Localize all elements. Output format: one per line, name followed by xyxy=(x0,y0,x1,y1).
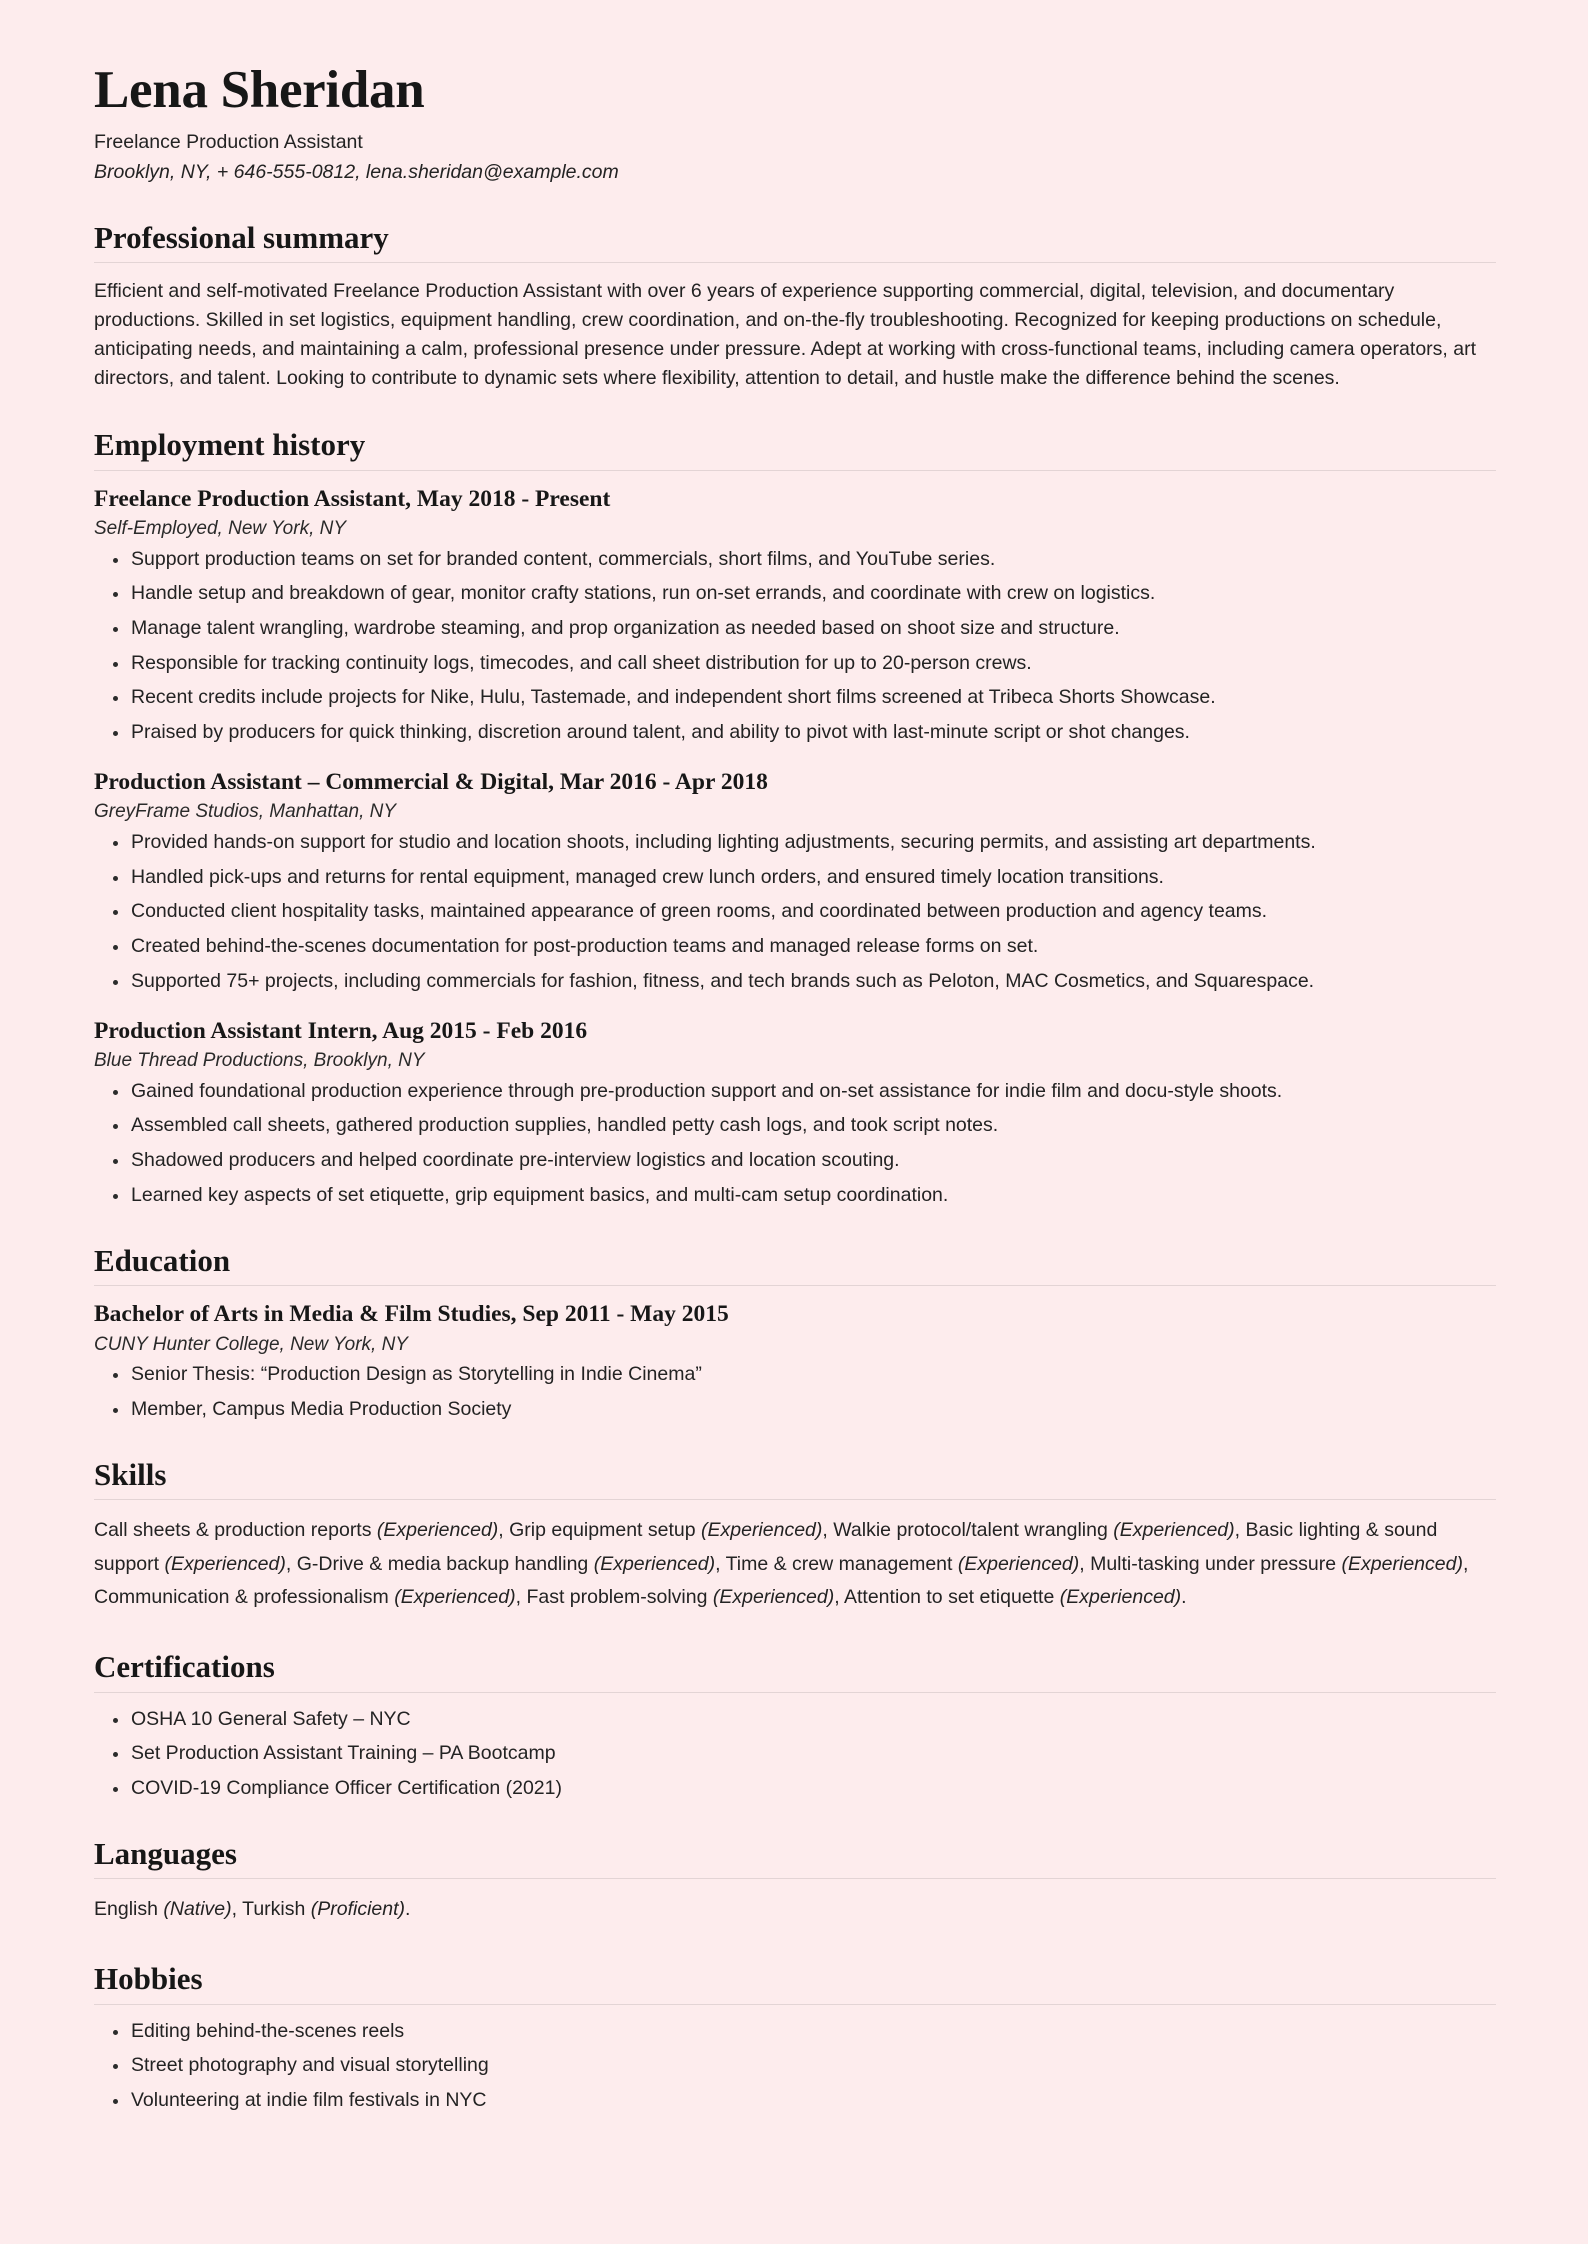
list-item: Handled pick-ups and returns for rental equipment, managed crew lunch orders, and ensured timely location transitions. xyxy=(94,865,1496,891)
skill-level: (Experienced) xyxy=(1113,1519,1235,1542)
entry-bullet-list xyxy=(94,1079,1496,1209)
language-separator: , xyxy=(231,1898,243,1921)
entry-bullet-list xyxy=(94,547,1496,746)
list-item: Manage talent wrangling, wardrobe steaming, and prop organization as needed based on shoot size and structure. xyxy=(94,616,1496,642)
entry-title: Production Assistant – Commercial & Digital, Mar 2016 - Apr 2018 xyxy=(94,768,768,795)
skill-item: G-Drive & media backup handling (Experienced) xyxy=(296,1552,716,1575)
skill-level: (Experienced) xyxy=(593,1552,716,1575)
list-item: Volunteering at indie film festivals in NYC xyxy=(94,2088,1496,2114)
section-title-employment-history: Employment history xyxy=(94,426,366,462)
skill-level: (Experienced) xyxy=(394,1586,516,1609)
professional-summary-text: Efficient and self-motivated Freelance Production Assistant with over 6 years of experience supporting commercial, digital, television, and documentary productions. Skilled in set logistics, equipment handling, crew coordination, and on-the-fly troubleshooting. Recognized for keeping productions on schedule, anticipating needs, and maintaining a calm, professional presence under pressure. Adept at working with cross-functional teams, including camera operators, art directors, and talent. Looking to contribute to dynamic sets where flexibility, attention to detail, and hustle make the difference behind the scenes. xyxy=(94,280,1476,390)
list-item: Supported 75+ projects, including commercials for fashion, fitness, and tech brands such as Peloton, MAC Cosmetics, and Squarespace. xyxy=(94,969,1496,995)
hobbies-list xyxy=(94,2019,1496,2114)
entry-title: Production Assistant Intern, Aug 2015 - Feb 2016 xyxy=(94,1017,588,1044)
section-hobbies xyxy=(94,1961,1496,2114)
list-item: COVID-19 Compliance Officer Certification (2021) xyxy=(94,1776,1496,1802)
candidate-job-title: Freelance Production Assistant xyxy=(94,131,363,154)
section-divider xyxy=(94,2004,1496,2005)
section-employment-history xyxy=(94,427,1496,1209)
section-certifications xyxy=(94,1649,1496,1802)
language-level: (Native) xyxy=(163,1898,232,1921)
skill-separator: . xyxy=(1181,1586,1187,1609)
entry-organization: Blue Thread Productions, Brooklyn, NY xyxy=(94,1050,425,1071)
skill-item: Multi-tasking under pressure (Experienced) xyxy=(1090,1552,1463,1575)
section-divider xyxy=(94,1692,1496,1693)
skill-level: (Experienced) xyxy=(701,1519,823,1542)
list-item: Gained foundational production experience through pre-production support and on-set assistance for indie film and docu-style shoots. xyxy=(94,1079,1496,1105)
list-item: Senior Thesis: “Production Design as Storytelling in Indie Cinema” xyxy=(94,1362,1496,1388)
skill-separator: , xyxy=(1079,1552,1091,1575)
skill-level: (Experienced) xyxy=(712,1586,835,1609)
entry-organization: CUNY Hunter College, New York, NY xyxy=(94,1333,408,1355)
section-title-hobbies: Hobbies xyxy=(94,1960,203,1996)
list-item: Assembled call sheets, gathered production supplies, handled petty cash logs, and took script notes. xyxy=(94,1113,1496,1139)
list-item: Recent credits include projects for Nike, Hulu, Tastemade, and independent short films screened at Tribeca Shorts Showcase. xyxy=(94,685,1496,711)
section-divider xyxy=(94,1285,1496,1286)
section-title-certifications: Certifications xyxy=(94,1648,275,1684)
skill-level: (Experienced) xyxy=(1341,1552,1463,1575)
skill-separator: , xyxy=(498,1519,510,1542)
skill-separator: , xyxy=(834,1586,844,1609)
skill-item: Basic lighting & sound support (Experienced) xyxy=(94,1519,1438,1575)
entry-bullet-list xyxy=(94,1362,1496,1422)
list-item: Street photography and visual storytelling xyxy=(94,2053,1496,2079)
list-item: Responsible for tracking continuity logs, timecodes, and call sheet distribution for up to 20-person crews. xyxy=(94,651,1496,677)
skill-separator: , xyxy=(715,1552,726,1575)
skill-separator: , xyxy=(1462,1552,1469,1575)
experience-entry xyxy=(94,768,1496,995)
list-item: Praised by producers for quick thinking, discretion around talent, and ability to pivot with last-minute script or shot changes. xyxy=(94,720,1496,746)
section-skills xyxy=(94,1457,1496,1615)
section-divider xyxy=(94,470,1496,471)
entry-organization: Self-Employed, New York, NY xyxy=(94,517,347,539)
skill-item: Attention to set etiquette (Experienced) xyxy=(844,1586,1182,1609)
skill-item: Fast problem-solving (Experienced) xyxy=(526,1586,835,1609)
experience-entry xyxy=(94,1300,1496,1422)
section-title-skills: Skills xyxy=(94,1456,167,1492)
candidate-contact-line: Brooklyn, NY, + 646-555-0812, lena.sheridan@example.com xyxy=(94,161,619,184)
experience-entry xyxy=(94,1017,1496,1209)
entry-title: Bachelor of Arts in Media & Film Studies, Sep 2011 - May 2015 xyxy=(94,1301,729,1328)
skill-separator: , xyxy=(1234,1519,1246,1542)
section-title-languages: Languages xyxy=(94,1835,237,1871)
list-item: Set Production Assistant Training – PA Bootcamp xyxy=(94,1741,1496,1767)
list-item: Created behind-the-scenes documentation for post-production teams and managed release forms on set. xyxy=(94,934,1496,960)
section-divider xyxy=(94,262,1496,263)
section-education xyxy=(94,1243,1496,1423)
list-item: Support production teams on set for branded content, commercials, short films, and YouTube series. xyxy=(94,547,1496,573)
employment-entry-list xyxy=(94,485,1496,1209)
list-item: Editing behind-the-scenes reels xyxy=(94,2019,1496,2045)
list-item: Shadowed producers and helped coordinate pre-interview logistics and location scouting. xyxy=(94,1148,1496,1174)
education-entry-list xyxy=(94,1300,1496,1422)
skill-item: Call sheets & production reports (Experienced) xyxy=(94,1519,499,1542)
list-item: Provided hands-on support for studio and location shoots, including lighting adjustments, securing permits, and assisting art departments. xyxy=(94,830,1496,856)
skill-item: Grip equipment setup (Experienced) xyxy=(509,1519,823,1542)
section-title-professional-summary: Professional summary xyxy=(94,219,389,255)
section-professional-summary xyxy=(94,220,1496,393)
section-divider xyxy=(94,1499,1496,1500)
list-item: Member, Campus Media Production Society xyxy=(94,1397,1496,1423)
language-item: Turkish (Proficient) xyxy=(242,1898,406,1921)
candidate-name: Lena Sheridan xyxy=(94,61,425,119)
experience-entry xyxy=(94,485,1496,746)
skill-level: (Experienced) xyxy=(376,1519,499,1542)
skills-list xyxy=(94,1514,1496,1615)
entry-organization: GreyFrame Studios, Manhattan, NY xyxy=(94,801,397,823)
skill-item: Walkie protocol/talent wrangling (Experienced) xyxy=(833,1519,1235,1542)
certifications-list xyxy=(94,1707,1496,1802)
skill-level: (Experienced) xyxy=(164,1552,286,1575)
section-title-education: Education xyxy=(94,1242,231,1278)
skill-level: (Experienced) xyxy=(957,1552,1080,1575)
list-item: OSHA 10 General Safety – NYC xyxy=(94,1707,1496,1733)
language-item: English (Native) xyxy=(94,1898,232,1921)
section-languages xyxy=(94,1836,1496,1927)
skill-item: Communication & professionalism (Experienced) xyxy=(94,1586,516,1609)
entry-bullet-list xyxy=(94,830,1496,995)
section-divider xyxy=(94,1878,1496,1879)
language-separator: . xyxy=(405,1898,411,1921)
list-item: Learned key aspects of set etiquette, grip equipment basics, and multi-cam setup coordination. xyxy=(94,1183,1496,1209)
skill-separator: , xyxy=(285,1552,297,1575)
skill-level: (Experienced) xyxy=(1059,1586,1182,1609)
skill-item: Time & crew management (Experienced) xyxy=(725,1552,1080,1575)
list-item: Handle setup and breakdown of gear, monitor crafty stations, run on-set errands, and coordinate with crew on logistics. xyxy=(94,581,1496,607)
skill-separator: , xyxy=(822,1519,834,1542)
resume-header xyxy=(94,62,1496,186)
languages-list xyxy=(94,1893,1496,1927)
entry-title: Freelance Production Assistant, May 2018 - Present xyxy=(94,485,611,512)
list-item: Conducted client hospitality tasks, maintained appearance of green rooms, and coordinated between production and agency teams. xyxy=(94,899,1496,925)
skill-separator: , xyxy=(515,1586,527,1609)
language-level: (Proficient) xyxy=(310,1898,406,1921)
